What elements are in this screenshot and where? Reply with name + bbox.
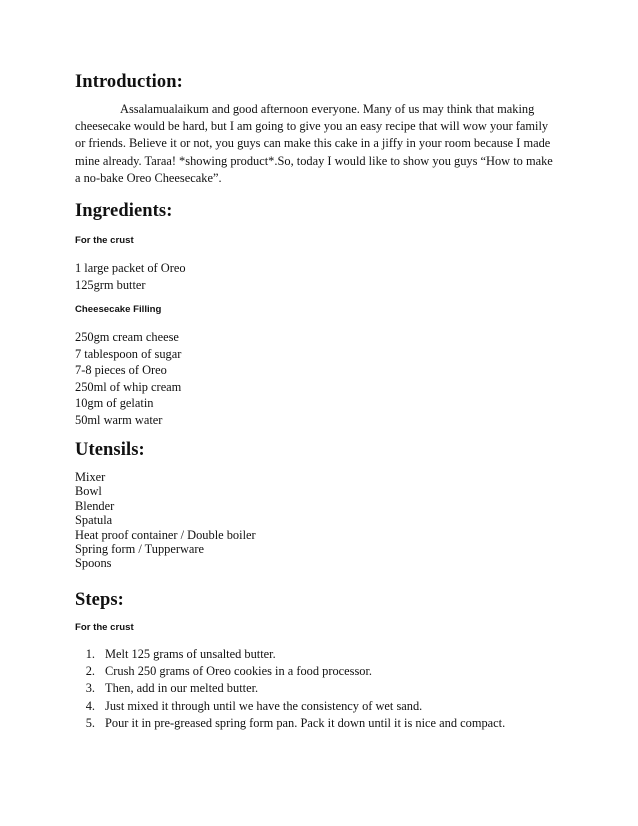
list-item: Spoons <box>75 556 112 571</box>
step-text: Pour it in pre-greased spring form pan. Pack it down until it is nice and compact. <box>105 715 506 730</box>
step-item <box>75 715 505 732</box>
intro-line: a no-bake Oreo Cheesecake”. <box>75 170 222 185</box>
list-item: 10gm of gelatin <box>75 396 154 411</box>
utensils-list <box>75 470 256 571</box>
crust-steps-subheading: For the crust <box>75 622 134 633</box>
introduction-paragraph <box>75 101 555 187</box>
step-text: Just mixed it through until we have the consistency of wet sand. <box>105 698 423 713</box>
list-item: Spatula <box>75 513 113 528</box>
intro-line: cheesecake would be hard, but I am going to give you an easy recipe that will wow your family <box>75 119 549 134</box>
intro-line: or friends. Believe it or not, you guys can make this cake in a jiffy in your room because I made <box>75 136 551 151</box>
list-item: 7-8 pieces of Oreo <box>75 363 167 378</box>
step-text: Then, add in our melted butter. <box>105 681 259 696</box>
filling-ingredients-subheading: Cheesecake Filling <box>75 304 162 315</box>
list-item: 50ml warm water <box>75 412 163 427</box>
crust-steps-list <box>75 646 505 732</box>
list-item: 7 tablespoon of sugar <box>75 346 182 361</box>
list-item: 250gm cream cheese <box>75 330 179 344</box>
list-item: 125grm butter <box>75 277 146 292</box>
list-item: 250ml of whip cream <box>75 379 182 394</box>
list-item: Bowl <box>75 484 102 499</box>
step-item <box>75 663 505 680</box>
step-number: 2. <box>85 664 95 679</box>
step-item <box>75 646 505 663</box>
crust-ingredients-subheading: For the crust <box>75 235 134 246</box>
step-item <box>75 698 505 715</box>
ingredients-heading: Ingredients: <box>75 201 173 221</box>
list-item: Spring form / Tupperware <box>75 542 205 557</box>
list-item: Blender <box>75 498 115 513</box>
list-item: Mixer <box>75 470 106 484</box>
step-number: 5. <box>85 715 95 730</box>
intro-line: Assalamualaikum and good afternoon everyone. Many of us may think that making <box>120 102 535 116</box>
list-item: 1 large packet of Oreo <box>75 261 186 275</box>
step-number: 1. <box>85 647 95 661</box>
filling-ingredients-list <box>75 329 181 429</box>
intro-line: mine already. Taraa! *showing product*.So, today I would like to show you guys “How to make <box>75 153 553 168</box>
utensils-heading: Utensils: <box>75 440 145 460</box>
steps-heading: Steps: <box>75 590 124 610</box>
crust-ingredients-list <box>75 260 186 293</box>
step-number: 3. <box>85 681 95 696</box>
step-text: Crush 250 grams of Oreo cookies in a food processor. <box>105 664 373 679</box>
step-item <box>75 680 505 697</box>
introduction-heading: Introduction: <box>75 72 183 92</box>
step-text: Melt 125 grams of unsalted butter. <box>105 647 276 661</box>
list-item: Heat proof container / Double boiler <box>75 527 256 542</box>
step-number: 4. <box>85 698 95 713</box>
